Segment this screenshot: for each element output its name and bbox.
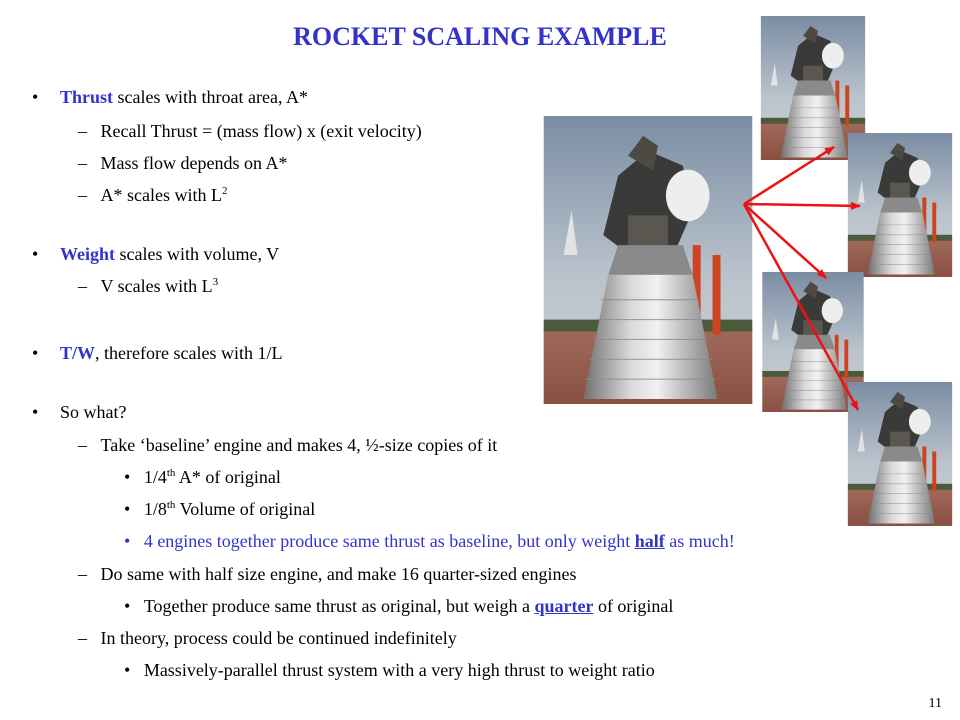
item-half-weight: • 4 engines together produce same thrust as baseline, but only weight half as much! <box>124 531 735 551</box>
bullet-weight: • Weight scales with volume, V <box>32 244 280 264</box>
item-eighth-volume: • 1/8th Volume of original <box>124 499 316 519</box>
keyword-weight: Weight <box>60 244 116 264</box>
sub-mass-flow: – Mass flow depends on A* <box>78 153 288 173</box>
arrow-to-photo-2 <box>744 204 860 206</box>
arrow-to-photo-3 <box>744 204 826 278</box>
sub-a-star-scales: – A* scales with $L^2$ <box>78 185 228 205</box>
emphasis-quarter: quarter <box>534 596 594 616</box>
item-massively-parallel: • Massively-parallel thrust system with a very high thrust to weight ratio <box>124 660 655 680</box>
item-quarter-weight: • Together produce same thrust as original, but weigh a quarter of original <box>124 596 674 616</box>
sub-baseline-copies: – Take ‘baseline’ engine and makes 4, ½-size copies of it <box>78 435 498 455</box>
keyword-tw: T/W <box>60 343 96 363</box>
bullet-tw: • T/W, therefore scales with 1/L <box>32 343 283 363</box>
emphasis-half: half <box>634 531 665 551</box>
arrow-to-photo-1 <box>744 147 834 204</box>
keyword-thrust: Thrust <box>60 87 114 107</box>
bullet-so-what: • So what? <box>32 402 127 422</box>
item-quarter-area: • 1/4th A* of original <box>124 467 281 487</box>
page-number: 11 <box>928 696 942 711</box>
sub-sixteen-engines: – Do same with half size engine, and make 16 quarter-sized engines <box>78 564 577 584</box>
bullet-thrust: • Thrust scales with throat area, A* <box>32 87 308 107</box>
sub-v-scales: – V scales with $L^3$ <box>78 276 219 296</box>
slide-title: ROCKET SCALING EXAMPLE <box>293 22 667 51</box>
sub-in-theory: – In theory, process could be continued indefinitely <box>78 628 457 648</box>
arrow-to-photo-4 <box>744 204 858 410</box>
sub-recall-thrust: – Recall Thrust = (mass flow) x (exit velocity) <box>78 121 422 141</box>
